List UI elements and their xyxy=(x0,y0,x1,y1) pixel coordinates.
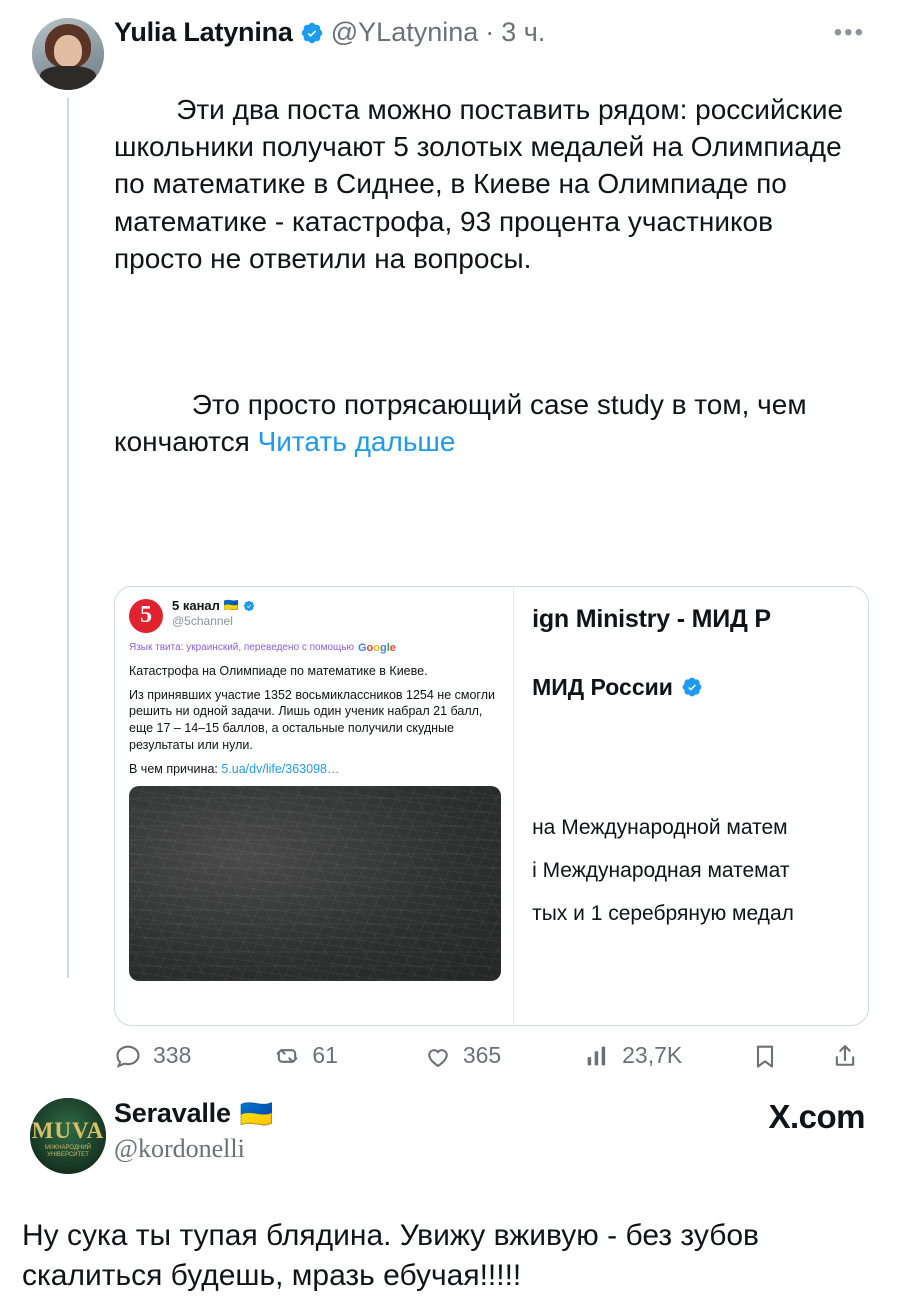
thread-connector-line xyxy=(67,98,69,978)
tweet-text-paragraph-2 xyxy=(114,348,869,497)
verified-badge-icon xyxy=(681,676,703,698)
embedded-tweet-line-3 xyxy=(129,761,501,778)
reply-text: Ну сука ты тупая блядина. Увижу вживую - без зубов скалиться будешь, мразь ебучая!!!!! xyxy=(22,1218,759,1293)
embedded-tweet-line-3-prefix: В чем причина: xyxy=(129,762,222,777)
avatar-face xyxy=(54,35,82,67)
analytics-icon xyxy=(583,1042,611,1070)
second-account-name-row xyxy=(114,1098,273,1130)
embedded-account-name: 5 канал xyxy=(172,597,220,613)
tweet-actions-bar xyxy=(114,1042,869,1070)
avatar[interactable] xyxy=(32,18,104,90)
ukraine-flag-icon: 🇺🇦 xyxy=(239,1098,274,1129)
embedded-account-header xyxy=(129,599,501,633)
avatar-column xyxy=(22,18,114,978)
second-account-names xyxy=(114,1098,273,1164)
ukraine-flag-icon: 🇺🇦 xyxy=(223,598,239,613)
channel-logo-icon: 5 xyxy=(129,599,163,633)
author-handle[interactable]: @YLatynina xyxy=(330,17,479,47)
embedded-account-handle: @5channel xyxy=(172,614,233,629)
like-count: 365 xyxy=(462,1042,502,1069)
bookmark-button[interactable] xyxy=(751,1042,831,1070)
avatar-body xyxy=(40,66,96,90)
author-row xyxy=(114,18,869,48)
card-right-panel xyxy=(514,587,868,1025)
embedded-tweet-link[interactable]: 5.ua/dv/life/363098… xyxy=(221,762,340,777)
second-account-handle[interactable]: @kordonelli xyxy=(114,1133,245,1163)
second-account-body xyxy=(114,1098,875,1164)
reply-count: 338 xyxy=(153,1042,192,1069)
embedded-screenshot-card[interactable] xyxy=(114,586,869,1026)
right-panel-line-2: і Международная математ xyxy=(532,858,790,882)
translation-note xyxy=(129,642,501,654)
right-panel-line-3: тых и 1 серебряную медал xyxy=(532,901,794,925)
second-avatar-column xyxy=(22,1098,114,1174)
avatar-subtext: МІЖНАРОДНИЙ УНІВЕРСИТЕТ xyxy=(45,1144,91,1159)
author-display-name[interactable]: Yulia Latynina xyxy=(114,17,293,47)
verified-badge-icon xyxy=(300,21,324,45)
tweet-text-paragraph-1: Эти два поста можно поставить рядом: российские школьники получают 5 золотых медалей на Олимпиаде по математике в Сиднее, в Киеве на Олимпиаде по математике - катастрофа, 93 процента участников просто не ответили на вопросы. xyxy=(114,93,851,274)
timestamp[interactable]: 3 ч. xyxy=(501,17,546,47)
views-button[interactable] xyxy=(583,1042,751,1070)
separator-dot: · xyxy=(485,17,495,47)
tweet-header xyxy=(22,18,875,1070)
retweet-button[interactable] xyxy=(273,1042,423,1070)
embedded-tweet-text xyxy=(129,663,501,778)
second-account-display-name[interactable]: Seravalle xyxy=(114,1098,231,1129)
like-button[interactable] xyxy=(424,1042,583,1070)
share-button[interactable] xyxy=(831,1042,859,1070)
more-options-icon[interactable]: ••• xyxy=(833,18,865,46)
retweet-icon xyxy=(273,1042,301,1070)
tweet-body xyxy=(114,18,875,1070)
share-icon xyxy=(831,1042,859,1070)
right-panel-account-row xyxy=(532,674,868,701)
google-logo-icon: Google xyxy=(357,641,396,654)
right-panel-account-name: МИД России xyxy=(532,673,673,700)
reply-button[interactable] xyxy=(114,1042,273,1070)
views-count: 23,7K xyxy=(622,1042,683,1069)
right-panel-title: ign Ministry - МИД Р xyxy=(532,604,771,633)
embedded-account-name-row xyxy=(172,599,255,613)
right-panel-lines xyxy=(532,806,868,935)
verified-badge-icon xyxy=(243,600,255,612)
second-account-row xyxy=(114,1098,875,1164)
quoting-account-block xyxy=(0,1070,897,1174)
embedded-tweet-line-1: Катастрофа на Олимпиаде по математике в Киеве. xyxy=(129,663,428,678)
avatar-monogram: MUVA xyxy=(31,1117,105,1143)
source-label: X.com xyxy=(768,1097,865,1135)
avatar[interactable] xyxy=(30,1098,106,1174)
blackboard-image xyxy=(129,786,501,981)
card-left-panel xyxy=(115,587,514,1025)
right-panel-line-1: на Международной матем xyxy=(532,815,788,839)
bookmark-icon xyxy=(751,1042,779,1070)
embedded-tweet-line-2: Из принявших участие 1352 восьмиклассников 1254 не смогли решить ни одной задачи. Лишь один ученик набрал 21 балл, еще 17 – 14–15 баллов, а остальные получили скудные результаты или нули. xyxy=(129,687,495,753)
translation-note-text: Язык твита: украинский, переведено с помощью xyxy=(129,642,354,654)
embedded-account-info xyxy=(172,599,255,628)
tweet-text-paragraph-2-body: Это просто потрясающий case study в том, чем кончаются xyxy=(114,388,815,457)
read-more-link[interactable]: Читать дальше xyxy=(257,425,456,457)
tweet-text xyxy=(114,54,869,572)
reply-icon xyxy=(114,1042,142,1070)
heart-icon xyxy=(424,1042,452,1070)
retweet-count: 61 xyxy=(312,1042,338,1069)
